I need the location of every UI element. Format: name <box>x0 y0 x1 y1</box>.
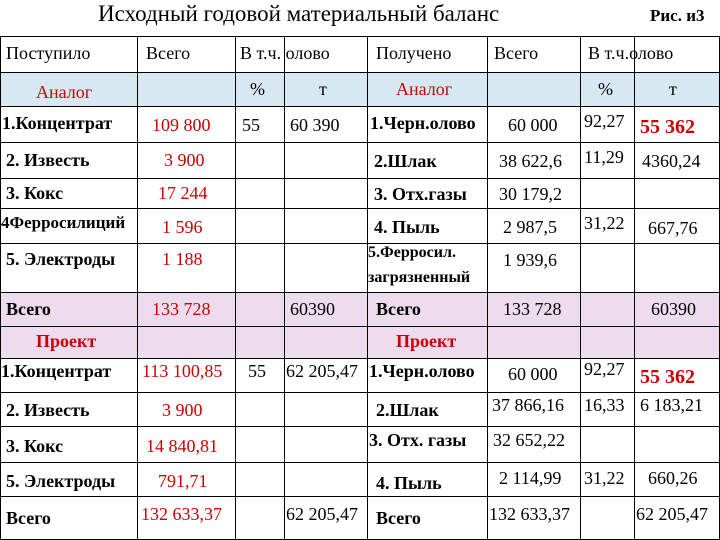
analog-input-t: 60 390 <box>290 115 340 135</box>
project-input-total: 113 100,85 <box>142 361 223 381</box>
analog-input-name: 2. Известь <box>6 150 90 170</box>
col-header-total-in: Всего <box>146 43 191 63</box>
section-label-analog-out: Аналог <box>396 79 453 99</box>
analog-output-t: 667,76 <box>648 218 698 238</box>
subheader-pct-out: % <box>598 79 613 99</box>
project-input-total: 3 900 <box>162 400 203 420</box>
analog-sum-out-total: 133 728 <box>503 299 562 319</box>
subheader-pct-in: % <box>250 79 265 99</box>
analog-output-pct: 31,22 <box>584 213 625 233</box>
section-label-analog-in: Аналог <box>36 82 93 102</box>
analog-output-pct: 92,27 <box>584 111 625 131</box>
analog-sum-in-t: 60390 <box>290 299 335 319</box>
analog-output-total: 38 622,6 <box>499 151 562 171</box>
analog-output-t: 4360,24 <box>642 151 701 171</box>
analog-output-pct: 11,29 <box>584 147 624 167</box>
analog-output-total: 1 939,6 <box>503 250 557 270</box>
analog-input-total: 17 244 <box>158 183 208 203</box>
analog-input-total: 109 800 <box>152 115 211 135</box>
analog-output-total: 30 179,2 <box>499 184 562 204</box>
project-sum-out-label: Всего <box>376 508 421 528</box>
project-output-name: 1.Черн.олово <box>369 361 475 381</box>
project-output-t: 6 183,21 <box>640 395 703 415</box>
figure-label: Рис. и3 <box>650 6 705 25</box>
analog-input-name: 3. Кокс <box>6 183 64 203</box>
project-input-t: 62 205,47 <box>286 361 358 381</box>
project-sum-in-label: Всего <box>6 508 51 528</box>
col-header-received: Поступило <box>6 43 91 63</box>
col-header-tin-in: В т.ч. олово <box>240 43 330 63</box>
project-input-name: 3. Кокс <box>6 436 64 456</box>
section-label-project-in: Проект <box>36 331 97 351</box>
analog-input-total: 1 596 <box>162 217 203 237</box>
analog-sum-out-t: 60390 <box>651 299 696 319</box>
project-sum-in-total: 132 633,37 <box>141 504 222 524</box>
col-header-tin-out: В т.ч.олово <box>588 43 674 63</box>
header-shade-project <box>0 326 720 358</box>
analog-sum-in-label: Всего <box>6 299 51 319</box>
project-input-name: 5. Электроды <box>6 471 116 491</box>
project-output-pct: 31,22 <box>584 468 625 488</box>
project-input-pct: 55 <box>248 361 266 381</box>
project-output-total: 37 866,16 <box>492 395 564 415</box>
col-header-produced: Получено <box>376 43 452 63</box>
analog-input-name: 1.Концентрат <box>2 113 113 133</box>
project-output-t: 55 362 <box>640 366 695 388</box>
project-output-pct: 92,27 <box>584 359 625 379</box>
project-output-pct: 16,33 <box>584 395 625 415</box>
analog-input-total: 1 188 <box>162 249 203 269</box>
subheader-t-out: т <box>669 79 677 99</box>
analog-output-total: 2 987,5 <box>503 217 557 237</box>
analog-output-name-line2: загрязненный <box>368 269 471 286</box>
analog-output-name: 3. Отх.газы <box>374 184 467 204</box>
project-output-total: 32 652,22 <box>493 430 565 450</box>
analog-input-name: 4Ферросилиций <box>1 213 126 232</box>
analog-output-name: 2.Шлак <box>374 151 437 171</box>
page-title: Исходный годовой материальный баланс <box>98 1 500 26</box>
project-sum-out-total: 132 633,37 <box>489 504 570 524</box>
section-label-project-out: Проект <box>396 331 457 351</box>
project-output-t: 660,26 <box>648 468 698 488</box>
analog-output-name: 4. Пыль <box>374 217 440 237</box>
project-output-total: 2 114,99 <box>499 468 562 488</box>
project-output-name: 3. Отх. газы <box>369 430 467 450</box>
analog-output-name: 1.Черн.олово <box>370 113 476 133</box>
project-input-total: 14 840,81 <box>146 436 218 456</box>
project-output-name: 4. Пыль <box>376 473 442 493</box>
balance-table <box>0 36 720 540</box>
project-output-total: 60 000 <box>508 364 558 384</box>
analog-output-name-line1: 5.Ферросил. <box>368 244 456 261</box>
analog-output-total: 60 000 <box>508 115 558 135</box>
analog-sum-out-label: Всего <box>376 299 421 319</box>
col-header-total-out: Всего <box>494 43 539 63</box>
project-sum-out-t: 62 205,47 <box>636 504 708 524</box>
project-input-name: 1.Концентрат <box>1 361 112 381</box>
subheader-t-in: т <box>319 79 327 99</box>
highlight-total-analog <box>0 292 720 326</box>
analog-input-total: 3 900 <box>164 150 205 170</box>
project-sum-in-t: 62 205,47 <box>286 504 358 524</box>
analog-input-name: 5. Электроды <box>6 249 116 269</box>
analog-sum-in-total: 133 728 <box>152 299 211 319</box>
analog-output-t: 55 362 <box>640 116 695 138</box>
project-output-name: 2.Шлак <box>376 400 439 420</box>
project-input-total: 791,71 <box>158 471 208 491</box>
project-input-name: 2. Известь <box>6 400 90 420</box>
analog-input-pct: 55 <box>242 115 260 135</box>
